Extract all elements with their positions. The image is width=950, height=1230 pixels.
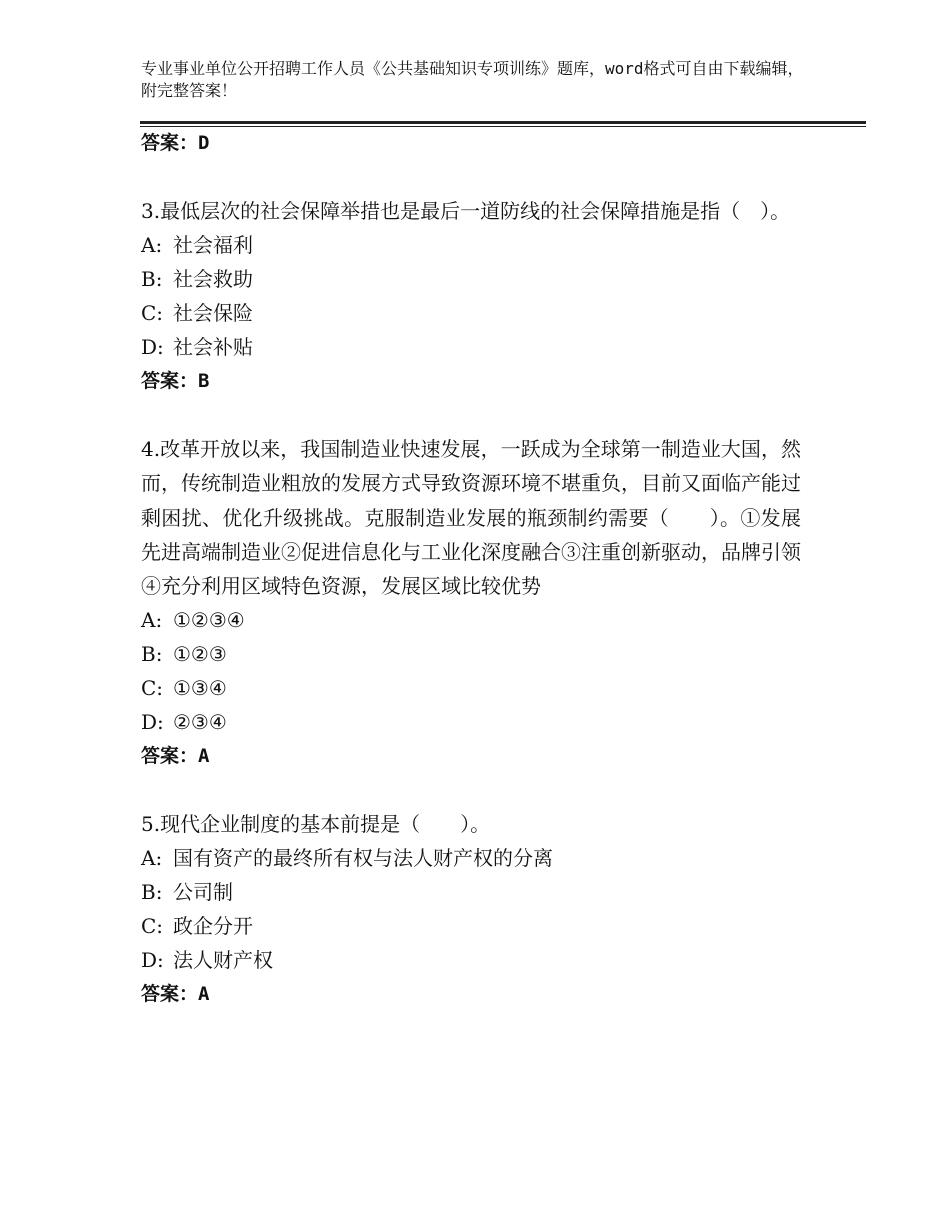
option-text: 社会补贴	[173, 335, 253, 360]
option-b	[141, 262, 801, 296]
question-stem: 5.现代企业制度的基本前提是（ ）。	[141, 812, 491, 837]
option-letter: B:	[141, 267, 163, 292]
option-text: ②③④	[173, 710, 227, 735]
question-answer: 答案：B	[141, 370, 210, 393]
document-header: 专业事业单位公开招聘工作人员《公共基础知识专项训练》题库，word格式可自由下载编辑，附完整答案！	[141, 59, 804, 100]
option-letter: B:	[141, 880, 163, 905]
option-text: 社会救助	[173, 267, 253, 292]
option-b	[141, 637, 801, 671]
option-text: 社会福利	[173, 233, 253, 258]
option-letter: A:	[141, 846, 163, 871]
option-letter: B:	[141, 642, 163, 667]
option-d	[141, 330, 801, 364]
option-d	[141, 705, 801, 739]
question-stem: 3.最低层次的社会保障举措也是最后一道防线的社会保障措施是指（ ）。	[141, 199, 791, 223]
option-letter: A:	[141, 233, 163, 258]
question-answer: 答案：A	[141, 745, 210, 768]
option-c	[141, 909, 801, 943]
question-stem: 4.改革开放以来，我国制造业快速发展，一跃成为全球第一制造业大国，然而，传统制造业粗放的发展方式导致资源环境不堪重负，目前又面临产能过剩困扰、优化升级挑战。克服制造业发展的瓶颈制约需要（ ）。①发展先进高端制造业②促进信息化与工业化深度融合③注重创新驱动，品牌引领④充分利用区域特色资源，发展区域比较优势	[141, 437, 801, 599]
option-letter: C:	[141, 676, 164, 701]
option-letter: C:	[141, 914, 164, 939]
option-text: 政企分开	[173, 914, 253, 939]
option-letter: D:	[141, 335, 164, 360]
option-text: ①②③④	[173, 608, 245, 633]
option-text: 法人财产权	[173, 948, 273, 973]
header-divider-thick	[140, 121, 866, 124]
option-letter: D:	[141, 710, 164, 735]
question-answer: 答案：A	[141, 983, 210, 1006]
option-text: 社会保险	[173, 301, 253, 326]
previous-answer: 答案：D	[141, 132, 210, 154]
option-text: ①②③	[173, 642, 227, 667]
option-a	[141, 603, 801, 637]
question-list	[141, 126, 801, 1011]
option-c	[141, 671, 801, 705]
question-4	[141, 432, 801, 773]
option-letter: D:	[141, 948, 164, 973]
option-a	[141, 841, 801, 875]
option-text: 公司制	[173, 880, 233, 905]
option-letter: A:	[141, 608, 163, 633]
option-text: 国有资产的最终所有权与法人财产权的分离	[173, 846, 553, 871]
option-text: ①③④	[173, 676, 227, 701]
option-letter: C:	[141, 301, 164, 326]
question-3	[141, 194, 801, 398]
option-d	[141, 943, 801, 977]
option-a	[141, 228, 801, 262]
option-c	[141, 296, 801, 330]
question-5	[141, 807, 801, 1011]
option-b	[141, 875, 801, 909]
